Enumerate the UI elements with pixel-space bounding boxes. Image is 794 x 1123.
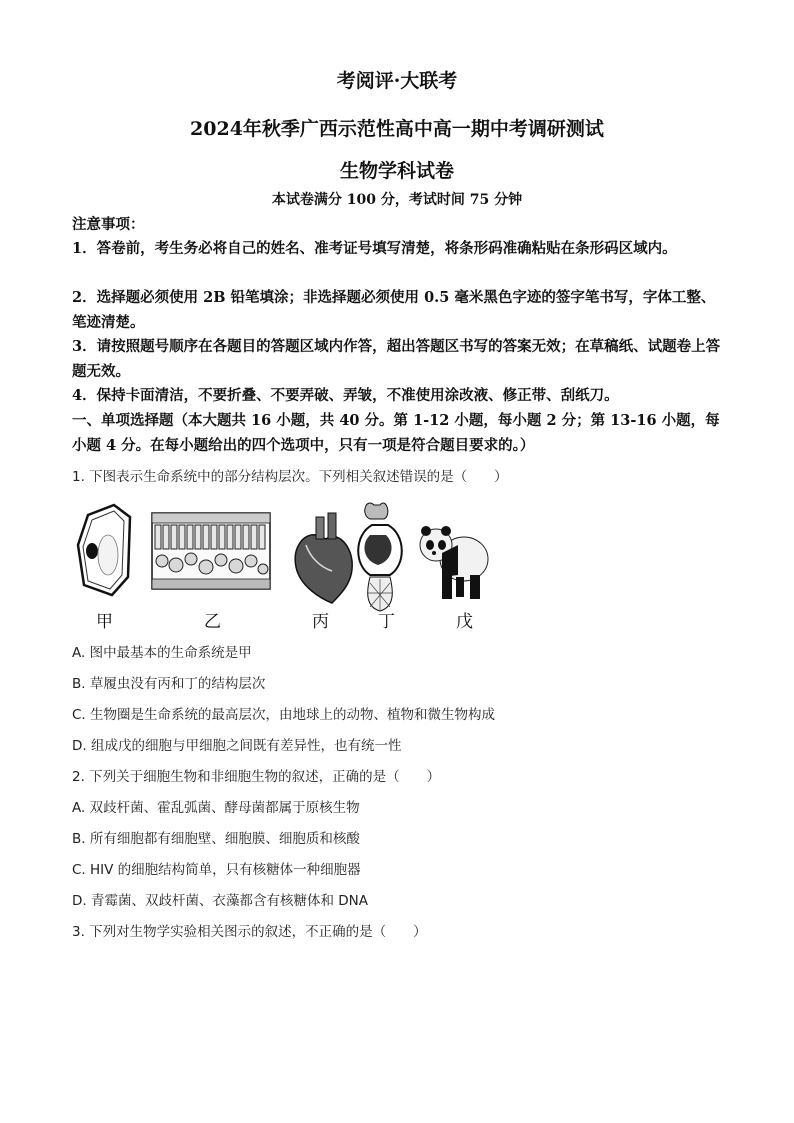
figure-label-wu: 戊: [456, 612, 473, 632]
question-1-option-c: C. 生物圈是生命系统的最高层次，由地球上的动物、植物和微生物构成: [72, 707, 496, 723]
exam-brand-title: 考阅评·大联考: [336, 70, 458, 92]
exam-subject: 生物学科试卷: [339, 160, 454, 182]
notice-item-4: 4．保持卡面清洁，不要折叠、不要弄破、弄皱，不准使用涂改液、修正带、刮纸刀。: [72, 387, 619, 404]
question-1-option-b: B. 草履虫没有丙和丁的结构层次: [72, 676, 266, 692]
question-1-option-d: D. 组成戊的细胞与甲细胞之间既有差异性，也有统一性: [72, 738, 402, 754]
circulatory-system-illustration: [358, 503, 402, 611]
question-2-stem: 2. 下列关于细胞生物和非细胞生物的叙述，正确的是（ ）: [72, 769, 441, 785]
question-1-option-a: A. 图中最基本的生命系统是甲: [72, 645, 252, 661]
exam-title: 2024年秋季广西示范性高中高一期中考调研测试: [190, 118, 604, 140]
heart-illustration: [295, 513, 352, 603]
question-1-stem: 1. 下图表示生命系统中的部分结构层次。下列相关叙述错误的是（ ）: [72, 469, 508, 485]
question-2-option-b: B. 所有细胞都有细胞壁、细胞膜、细胞质和核酸: [72, 831, 360, 847]
question-2-option-d: D. 青霉菌、双歧杆菌、衣藻都含有核糖体和 DNA: [72, 893, 368, 909]
panda-illustration: [420, 526, 488, 599]
figure-label-ding: 丁: [378, 612, 395, 632]
notice-item-1: 1．答卷前，考生务必将自己的姓名、准考证号填写清楚，将条形码准确粘贴在条形码区域内。: [72, 240, 677, 257]
notice-title: 注意事项：: [72, 216, 145, 233]
plant-cell-illustration: [78, 505, 130, 595]
question-1-figure: [70, 495, 490, 635]
section-title: 一、单项选择题（本大题共 16 小题，共 40 分。第 1-12 小题，每小题 2 分；第 13-16 小题，每小题 4 分。在每小题给出的四个选项中，只有一项是符合题目要求的。）: [72, 412, 720, 454]
question-2-option-a: A. 双歧杆菌、霍乱弧菌、酵母菌都属于原核生物: [72, 800, 360, 816]
question-3-stem: 3. 下列对生物学实验相关图示的叙述，不正确的是（ ）: [72, 924, 427, 940]
figure-label-bing: 丙: [312, 612, 329, 632]
figure-label-yi: 乙: [204, 612, 221, 632]
notice-item-2: 2．选择题必须使用 2B 铅笔填涂；非选择题必须使用 0.5 毫米黑色字迹的签字笔书写，字体工整、笔迹清楚。: [72, 289, 716, 331]
exam-score-time: 本试卷满分 100 分，考试时间 75 分钟: [271, 192, 523, 208]
question-2-option-c: C. HIV 的细胞结构简单，只有核糖体一种细胞器: [72, 862, 361, 878]
figure-label-jia: 甲: [96, 612, 113, 632]
notice-item-3: 3．请按照题号顺序在各题目的答题区域内作答，超出答题区书写的答案无效；在草稿纸、试题卷上答题无效。: [72, 338, 721, 380]
leaf-tissue-illustration: [152, 513, 270, 589]
